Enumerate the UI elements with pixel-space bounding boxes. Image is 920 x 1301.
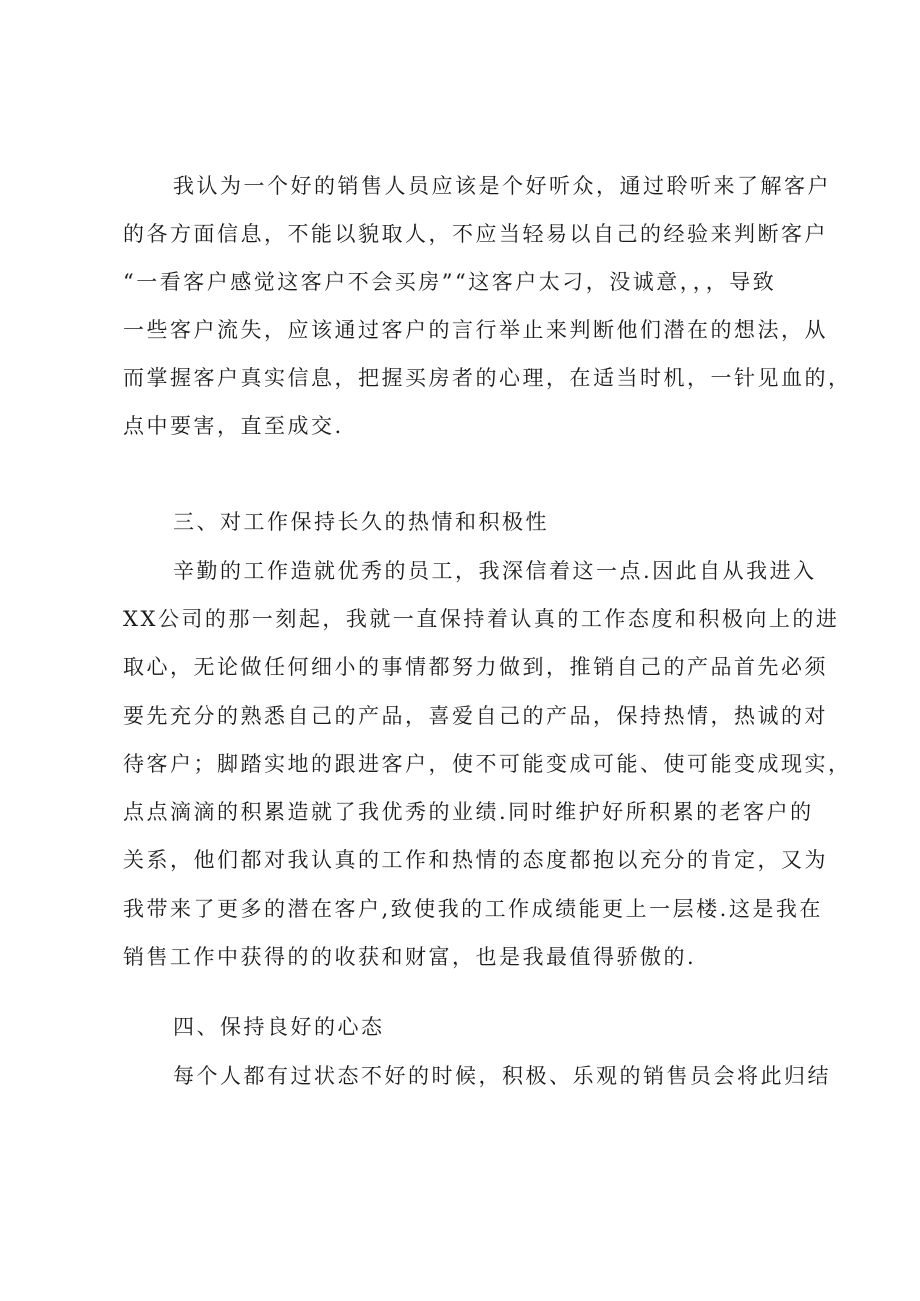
paragraph-line: 我带来了更多的潜在客户,致使我的工作成绩能更上一层楼.这是我在 <box>123 897 823 921</box>
paragraph-line: 而掌握客户真实信息，把握买房者的心理，在适当时机，一针见血的， <box>123 366 852 390</box>
paragraph-line: 的各方面信息，不能以貌取人，不应当轻易以自己的经验来判断客户 <box>123 222 828 246</box>
paragraph-line: 点中要害，直至成交. <box>123 414 344 438</box>
paragraph-line: 一些客户流失，应该通过客户的言行举止来判断他们潜在的想法，从 <box>123 318 828 342</box>
paragraph-line: 我认为一个好的销售人员应该是个好听众，通过聆听来了解客户 <box>173 174 831 198</box>
paragraph-line: 关系，他们都对我认真的工作和热情的态度都抱以充分的肯定，又为 <box>123 848 828 872</box>
paragraph-line: “一看客户感觉这客户不会买房”“这客户太刁，没诚意，，，导致 <box>123 270 777 294</box>
paragraph-line: 销售工作中获得的的收获和财富，也是我最值得骄傲的. <box>123 945 697 969</box>
paragraph-line: 点点滴滴的积累造就了我优秀的业绩.同时维护好所积累的老客户的 <box>123 800 814 824</box>
paragraph-line: 辛勤的工作造就优秀的员工，我深信着这一点.因此自从我进入 <box>173 559 817 583</box>
section-heading: 三、对工作保持长久的热情和积极性 <box>173 510 549 534</box>
paragraph-line: XX公司的那一刻起，我就一直保持着认真的工作态度和积极向上的进 <box>123 607 840 631</box>
paragraph-line: 待客户；脚踏实地的跟进客户，使不可能变成可能、使可能变成现实， <box>123 752 852 776</box>
paragraph-line: 每个人都有过状态不好的时候，积极、乐观的销售员会将此归结 <box>173 1064 831 1088</box>
paragraph-line: 取心，无论做任何细小的事情都努力做到，推销自己的产品首先必须 <box>123 655 828 679</box>
paragraph-line: 要先充分的熟悉自己的产品，喜爱自己的产品，保持热情，热诚的对 <box>123 704 828 728</box>
section-heading: 四、保持良好的心态 <box>173 1015 385 1039</box>
